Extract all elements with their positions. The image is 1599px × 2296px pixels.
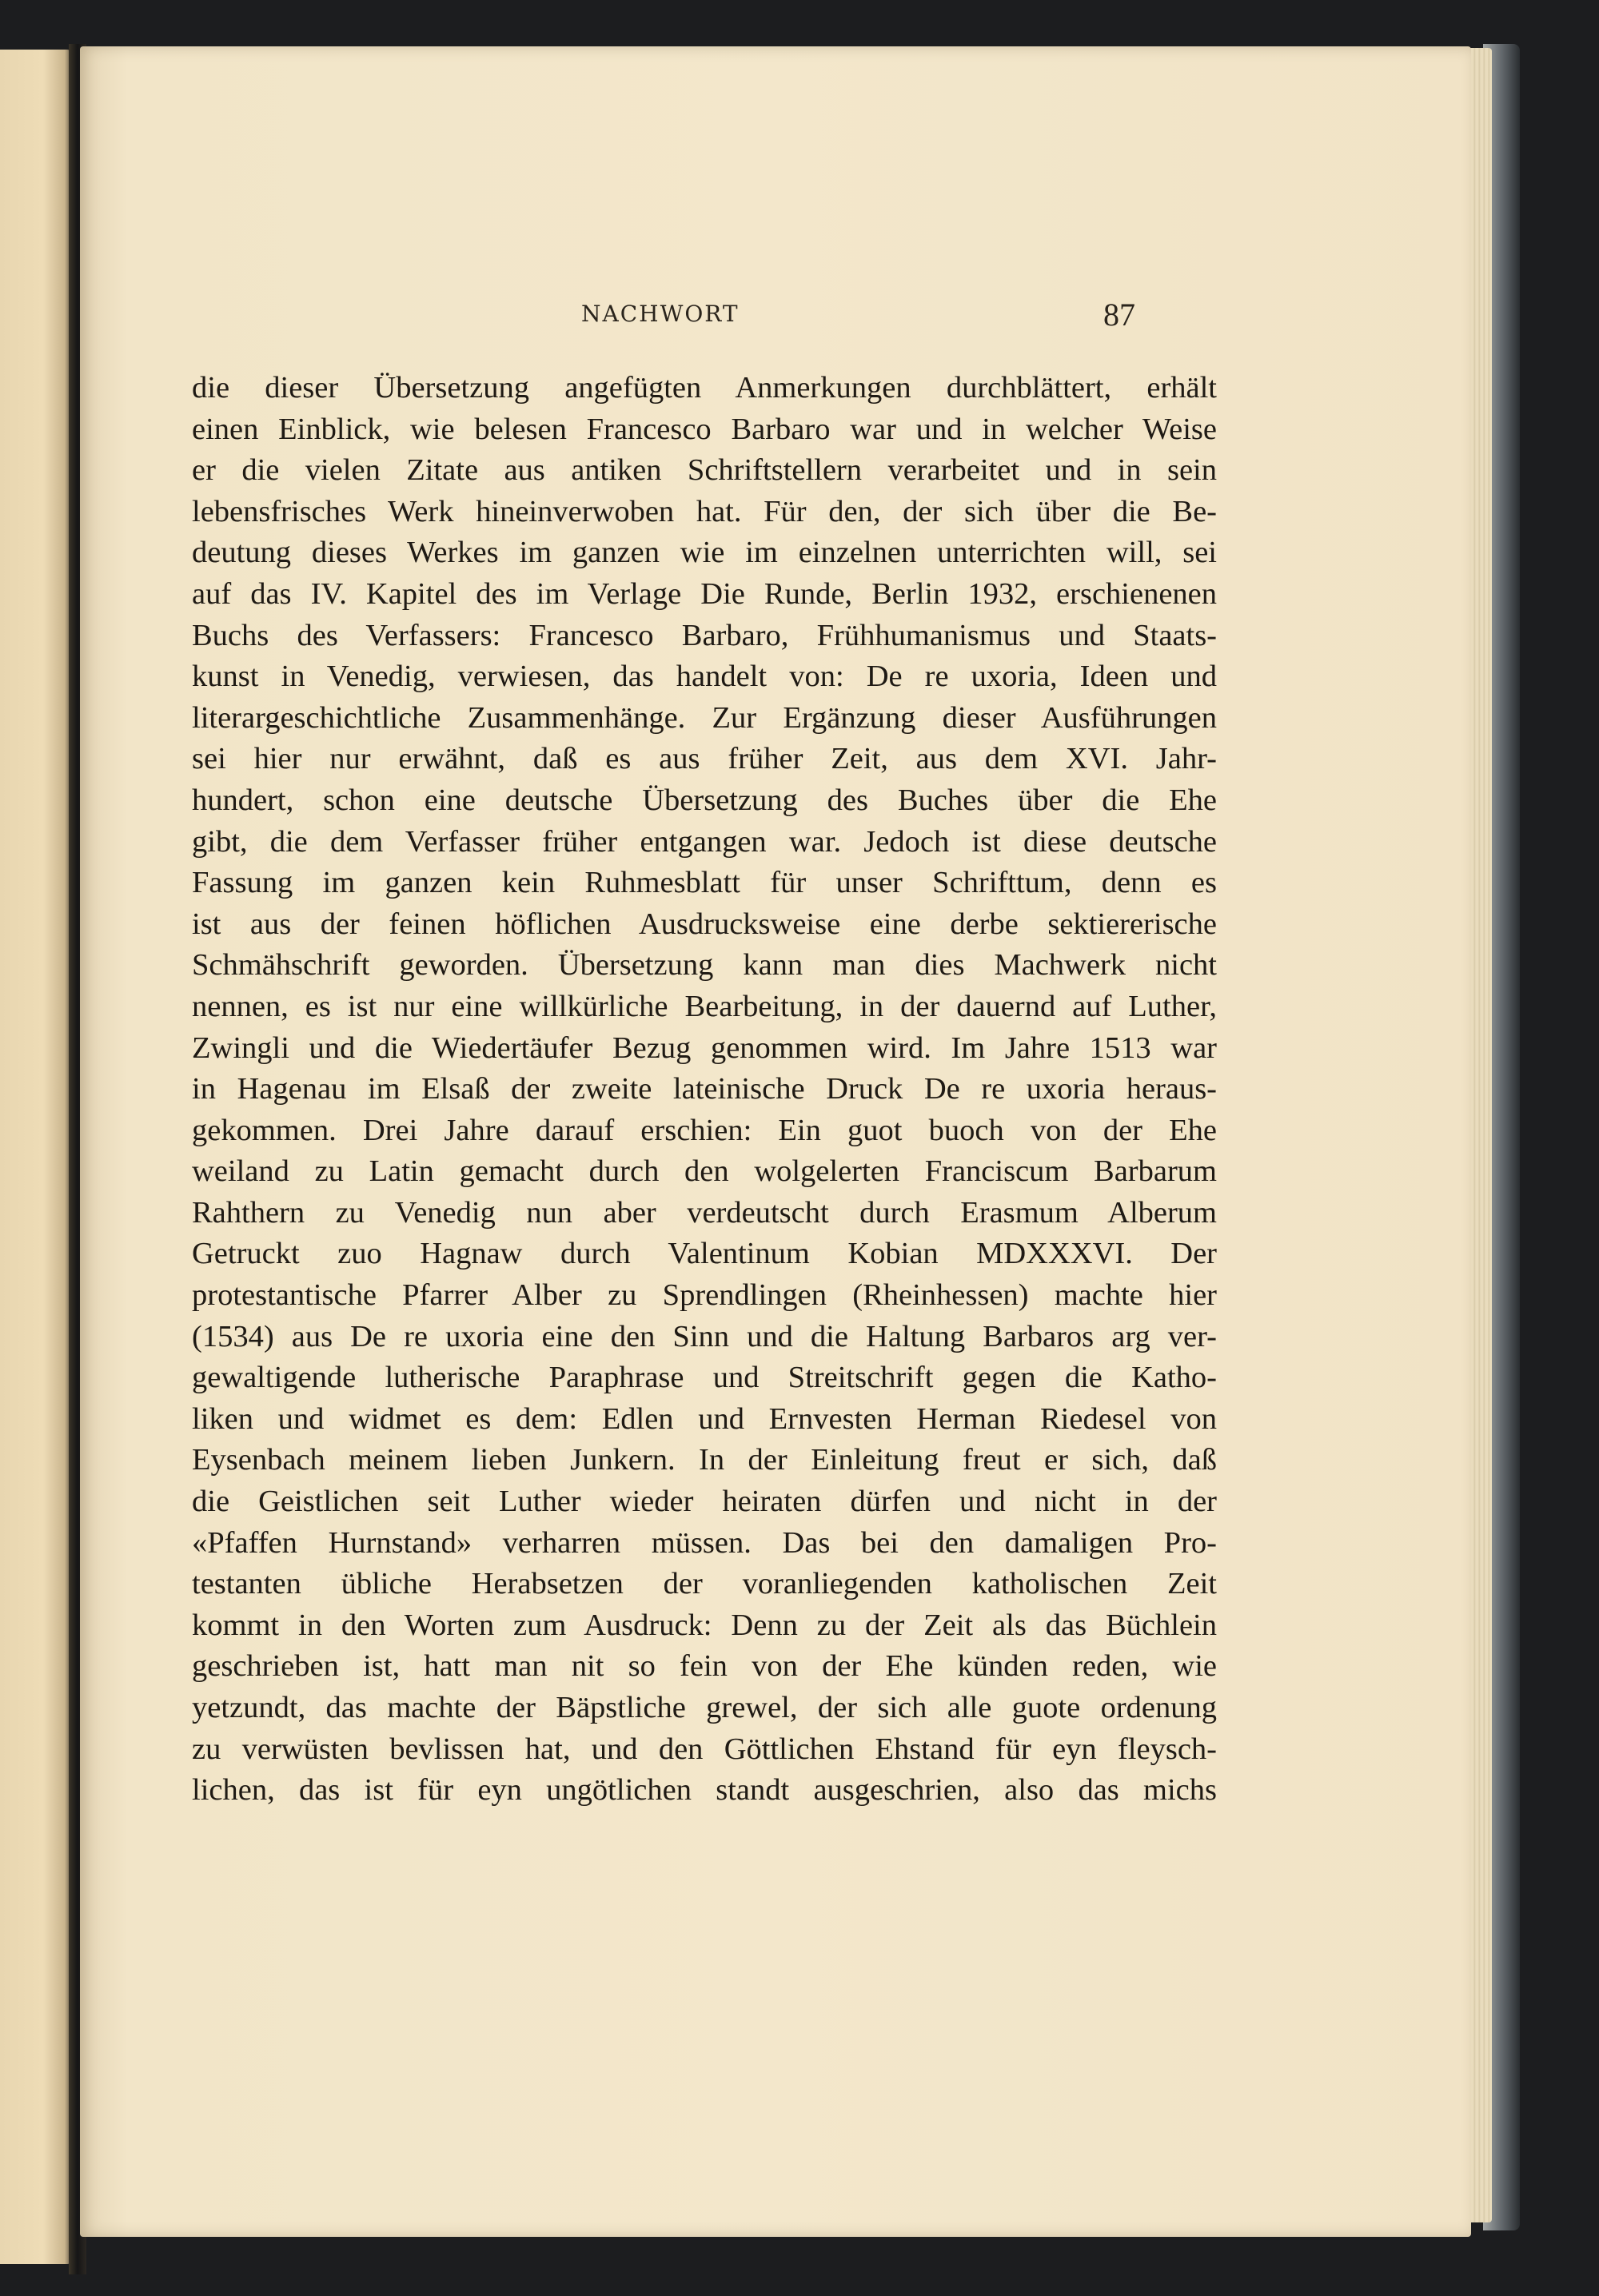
text-line: geschrieben ist, hatt man nit so fein von der Ehe künden reden, wie bbox=[192, 1649, 1217, 1684]
text-line: kunst in Venedig, verwiesen, das handelt von: De re uxoria, Ideen und bbox=[192, 660, 1217, 694]
book-page bbox=[80, 46, 1471, 2237]
text-line: gekommen. Drei Jahre darauf erschien: Ein guot buoch von der Ehe bbox=[192, 1113, 1217, 1147]
text-line: sei hier nur erwähnt, daß es aus früher Zeit, aus dem XVI. Jahr- bbox=[192, 742, 1217, 776]
page-number: 87 bbox=[1103, 297, 1135, 333]
text-line: Fassung im ganzen kein Ruhmesblatt für unser Schrifttum, denn es bbox=[192, 866, 1217, 900]
body-text bbox=[192, 368, 1217, 1812]
text-line: in Hagenau im Elsaß der zweite lateinische Druck De re uxoria heraus- bbox=[192, 1072, 1217, 1106]
text-line: deutung dieses Werkes im ganzen wie im einzelnen unterrichten will, sei bbox=[192, 536, 1217, 570]
text-line: gewaltigende lutherische Paraphrase und Streitschrift gegen die Katho- bbox=[192, 1361, 1217, 1395]
text-line: kommt in den Worten zum Ausdruck: Denn zu der Zeit als das Büchlein bbox=[192, 1608, 1217, 1642]
text-line: literargeschichtliche Zusammenhänge. Zur Ergänzung dieser Ausführungen bbox=[192, 700, 1217, 735]
text-line: lichen, das ist für eyn ungötlichen standt ausgeschrien, also das michs bbox=[192, 1773, 1217, 1808]
text-line: weiland zu Latin gemacht durch den wolgelerten Franciscum Barbarum bbox=[192, 1154, 1217, 1189]
text-line: Buchs des Verfassers: Francesco Barbaro, Frühhumanismus und Staats- bbox=[192, 618, 1217, 652]
text-line: hundert, schon eine deutsche Übersetzung des Buches über die Ehe bbox=[192, 783, 1217, 817]
text-line: zu verwüsten bevlissen hat, und den Göttlichen Ehstand für eyn fleysch- bbox=[192, 1732, 1217, 1766]
text-line: «Pfaffen Hurnstand» verharren müssen. Das bei den damaligen Pro- bbox=[192, 1525, 1217, 1560]
facing-page-edge bbox=[0, 50, 72, 2264]
text-line: (1534) aus De re uxoria eine den Sinn und die Haltung Barbaros arg ver- bbox=[192, 1319, 1217, 1353]
text-line: Eysenbach meinem lieben Junkern. In der Einleitung freut er sich, daß bbox=[192, 1443, 1217, 1477]
text-line: er die vielen Zitate aus antiken Schriftstellern verarbeitet und in sein bbox=[192, 453, 1217, 488]
text-line: auf das IV. Kapitel des im Verlage Die Runde, Berlin 1932, erschienenen bbox=[192, 576, 1217, 611]
text-line: protestantische Pfarrer Alber zu Sprendlingen (Rheinhessen) machte hier bbox=[192, 1278, 1217, 1313]
text-line: die dieser Übersetzung angefügten Anmerkungen durchblättert, erhält bbox=[192, 371, 1217, 405]
text-line: testanten übliche Herabsetzen der voranliegenden katholischen Zeit bbox=[192, 1567, 1217, 1601]
text-line: Getruckt zuo Hagnaw durch Valentinum Kobian MDXXXVI. Der bbox=[192, 1237, 1217, 1271]
chapter-title: NACHWORT bbox=[581, 301, 740, 327]
text-line: einen Einblick, wie belesen Francesco Barbaro war und in welcher Weise bbox=[192, 412, 1217, 446]
text-line: liken und widmet es dem: Edlen und Ernvesten Herman Riedesel von bbox=[192, 1401, 1217, 1436]
text-line: gibt, die dem Verfasser früher entgangen war. Jedoch ist diese deutsche bbox=[192, 824, 1217, 859]
text-line: Zwingli und die Wiedertäufer Bezug genommen wird. Im Jahre 1513 war bbox=[192, 1030, 1217, 1065]
text-line: lebensfrisches Werk hineinverwoben hat. Für den, der sich über die Be- bbox=[192, 494, 1217, 528]
text-line: ist aus der feinen höflichen Ausdrucksweise eine derbe sektiererische bbox=[192, 907, 1217, 941]
text-line: nennen, es ist nur eine willkürliche Bearbeitung, in der dauernd auf Luther, bbox=[192, 989, 1217, 1023]
running-head bbox=[80, 297, 1135, 341]
text-line: yetzundt, das machte der Bäpstliche grewel, der sich alle guote ordenung bbox=[192, 1691, 1217, 1724]
text-line: Rahthern zu Venedig nun aber verdeutscht durch Erasmum Alberum bbox=[192, 1195, 1217, 1230]
text-line: die Geistlichen seit Luther wieder heiraten dürfen und nicht in der bbox=[192, 1485, 1217, 1519]
text-line: Schmähschrift geworden. Übersetzung kann man dies Machwerk nicht bbox=[192, 948, 1217, 983]
